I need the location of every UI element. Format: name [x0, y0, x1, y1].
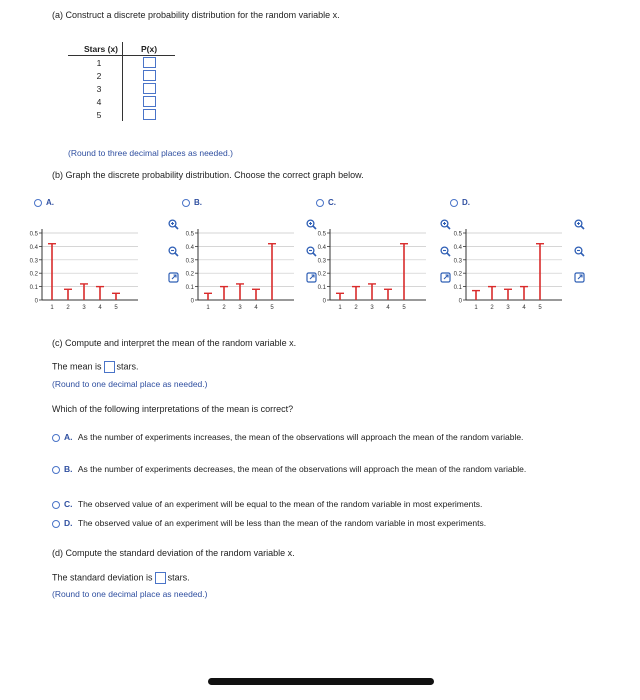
table-row-x: 1 — [68, 56, 123, 70]
part-d-note: (Round to one decimal place as needed.) — [52, 589, 208, 599]
x-tick-label: 2 — [354, 305, 358, 311]
graph-option-letter: D. — [462, 198, 470, 207]
option-text: As the number of experiments decreases, the mean of the observations will approach the mean of the random variable. — [77, 464, 527, 474]
x-tick-label: 2 — [490, 305, 494, 311]
y-tick-label: 0.3 — [317, 258, 326, 265]
part-a-prompt: (a) Construct a discrete probability distribution for the random variable x. — [52, 10, 340, 20]
x-tick-label: 1 — [206, 305, 210, 311]
part-c-note: (Round to one decimal place as needed.) — [52, 379, 208, 389]
part-a-note: (Round to three decimal places as needed.) — [68, 148, 233, 158]
zoom-in-icon[interactable] — [440, 217, 451, 228]
x-tick-label: 3 — [82, 305, 86, 311]
zoom-out-icon[interactable] — [440, 244, 451, 255]
sd-input[interactable] — [155, 572, 166, 584]
part-c-prompt: (c) Compute and interpret the mean of the random variable x. — [52, 338, 297, 348]
x-tick-label: 2 — [66, 305, 70, 311]
popout-icon[interactable] — [168, 270, 179, 281]
radio-interp-a[interactable] — [52, 434, 60, 442]
interpretation-option-a[interactable] — [52, 432, 572, 443]
mean-question: Which of the following interpretations of the mean is correct? — [52, 404, 294, 414]
x-tick-label: 5 — [538, 305, 542, 311]
y-tick-label: 0.5 — [185, 231, 194, 238]
y-tick-label: 0.1 — [29, 285, 38, 292]
sd-line — [52, 572, 190, 584]
x-tick-label: 4 — [522, 305, 526, 311]
y-tick-label: 0.2 — [317, 271, 326, 278]
sd-label: The standard deviation is — [52, 572, 153, 583]
x-tick-label: 3 — [370, 305, 374, 311]
y-tick-label: 0.2 — [453, 271, 462, 278]
x-tick-label: 4 — [254, 305, 258, 311]
mean-label: The mean is — [52, 361, 102, 372]
table-row-x: 4 — [68, 95, 123, 108]
x-tick-label: 5 — [270, 305, 274, 311]
x-tick-label: 3 — [506, 305, 510, 311]
interpretation-option-d[interactable] — [52, 518, 612, 529]
col-header-x: Stars (x) — [68, 42, 123, 56]
y-tick-label: 0.1 — [453, 285, 462, 292]
part-b-prompt: (b) Graph the discrete probability distribution. Choose the correct graph below. — [52, 170, 364, 180]
x-tick-label: 1 — [474, 305, 478, 311]
y-tick-label: 0.4 — [453, 244, 462, 251]
y-tick-label: 0.5 — [317, 231, 326, 238]
graph-option-letter: A. — [46, 198, 54, 207]
radio-interp-d[interactable] — [52, 520, 60, 528]
option-text: The observed value of an experiment will be less than the mean of the random variable in most experiments. — [77, 518, 487, 528]
home-indicator[interactable] — [208, 678, 434, 685]
y-tick-label: 0 — [34, 298, 38, 305]
y-tick-label: 0.4 — [317, 244, 326, 251]
y-tick-label: 0.2 — [29, 271, 38, 278]
y-tick-label: 0 — [322, 298, 326, 305]
y-tick-label: 0.3 — [29, 258, 38, 265]
option-text: As the number of experiments increases, the mean of the observations will approach the mean of the random variable. — [77, 432, 524, 442]
table-row-x: 5 — [68, 108, 123, 121]
x-tick-label: 3 — [238, 305, 242, 311]
x-tick-label: 2 — [222, 305, 226, 311]
y-tick-label: 0 — [458, 298, 462, 305]
option-letter: D. — [64, 518, 73, 528]
y-tick-label: 0.2 — [185, 271, 194, 278]
interpretation-option-b[interactable] — [52, 464, 572, 475]
y-tick-label: 0.3 — [185, 258, 194, 265]
option-letter: A. — [64, 432, 73, 442]
x-tick-label: 1 — [338, 305, 342, 311]
sd-unit: stars. — [167, 572, 190, 583]
y-tick-label: 0.1 — [185, 285, 194, 292]
interpretation-option-c[interactable] — [52, 499, 612, 510]
popout-icon[interactable] — [306, 270, 317, 281]
option-text: The observed value of an experiment will be equal to the mean of the random variable in most experiments. — [77, 499, 483, 509]
mean-unit: stars. — [116, 361, 139, 372]
x-tick-label: 5 — [402, 305, 406, 311]
y-tick-label: 0.5 — [453, 231, 462, 238]
y-tick-label: 0.3 — [453, 258, 462, 265]
x-tick-label: 4 — [98, 305, 102, 311]
mean-input[interactable] — [104, 361, 115, 373]
radio-interp-b[interactable] — [52, 466, 60, 474]
zoom-in-icon[interactable] — [306, 217, 317, 228]
mean-line — [52, 361, 139, 373]
popout-icon[interactable] — [574, 270, 585, 281]
option-letter: C. — [64, 499, 73, 509]
y-tick-label: 0 — [190, 298, 194, 305]
zoom-out-icon[interactable] — [306, 244, 317, 255]
y-tick-label: 0.5 — [29, 231, 38, 238]
zoom-in-icon[interactable] — [574, 217, 585, 228]
popout-icon[interactable] — [440, 270, 451, 281]
x-tick-label: 4 — [386, 305, 390, 311]
zoom-out-icon[interactable] — [168, 244, 179, 255]
x-tick-label: 5 — [114, 305, 118, 311]
zoom-in-icon[interactable] — [168, 217, 179, 228]
table-row-x: 3 — [68, 82, 123, 95]
radio-interp-c[interactable] — [52, 501, 60, 509]
col-header-p: P(x) — [123, 42, 176, 56]
graph-option-letter: B. — [194, 198, 202, 207]
graph-option-letter: C. — [328, 198, 336, 207]
x-tick-label: 1 — [50, 305, 54, 311]
part-d-prompt: (d) Compute the standard deviation of the random variable x. — [52, 548, 295, 558]
zoom-out-icon[interactable] — [574, 244, 585, 255]
y-tick-label: 0.1 — [317, 285, 326, 292]
y-tick-label: 0.4 — [185, 244, 194, 251]
graph-options-svg — [0, 0, 640, 340]
y-tick-label: 0.4 — [29, 244, 38, 251]
option-letter: B. — [64, 464, 73, 474]
table-row-x: 2 — [68, 69, 123, 82]
